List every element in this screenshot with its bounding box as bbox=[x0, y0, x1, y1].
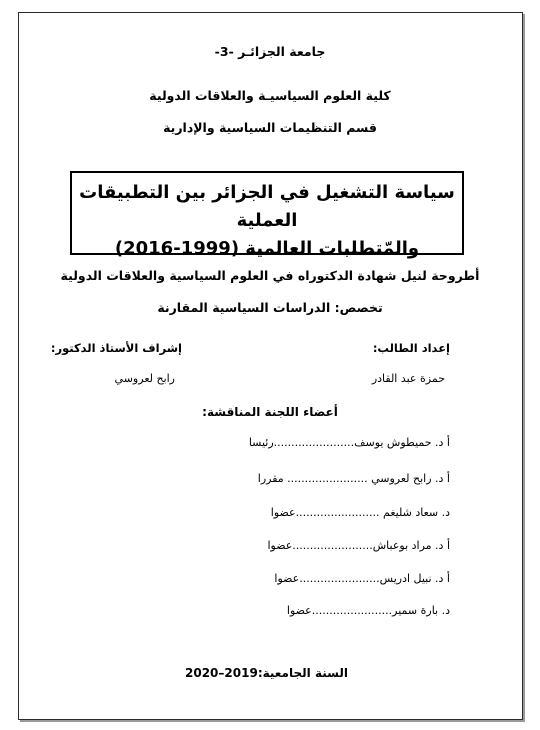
supervisor-name: رابح لعروسي bbox=[114, 372, 175, 385]
supervisor-label: إشراف الأستاذ الدكتور: bbox=[50, 341, 182, 355]
committee-member-5: أ د. نبيل ادريس.......................عضوا bbox=[274, 572, 450, 585]
thesis-title-line-1: سياسة التشغيل في الجزائر بين التطبيقات العملية bbox=[79, 182, 455, 231]
committee-member-6: د. بارة سمير.......................عضوا bbox=[286, 604, 450, 617]
committee-member-2: أ د. رابح لعروسي ....................... مقررا bbox=[257, 472, 450, 485]
committee-member-1: أ د. حميطوش يوسف.......................رئيسا bbox=[248, 436, 450, 449]
department-name: قسم التنظيمات السياسية والإدارية bbox=[163, 120, 377, 135]
committee-title: أعضاء اللجنة المناقشة: bbox=[202, 405, 338, 419]
committee-member-4: أ د. مراد بوعباش.......................عضوا bbox=[267, 539, 450, 552]
student-label: إعداد الطالب: bbox=[372, 341, 450, 355]
committee-member-3: د. سعاد شليغم ........................عضوا bbox=[270, 506, 450, 519]
thesis-title-line-2: والمّتطلبات العالمية (1999-2016) bbox=[114, 238, 420, 259]
academic-year: السنة الجامعية:2019–2020 bbox=[185, 666, 348, 680]
university-name: جامعة الجزائـر -3- bbox=[214, 44, 326, 59]
specialization: تخصص: الدراسات السياسية المقارنة bbox=[157, 300, 383, 315]
student-name: حمزة عبد القادر bbox=[371, 372, 445, 385]
thesis-statement: أطروحة لنيل شهادة الدكتوراه في العلوم السياسية والعلاقات الدولية bbox=[60, 268, 480, 283]
thesis-title-box bbox=[70, 171, 464, 259]
faculty-name: كلية العلوم السياسيـة والعلاقات الدولية bbox=[149, 88, 391, 103]
